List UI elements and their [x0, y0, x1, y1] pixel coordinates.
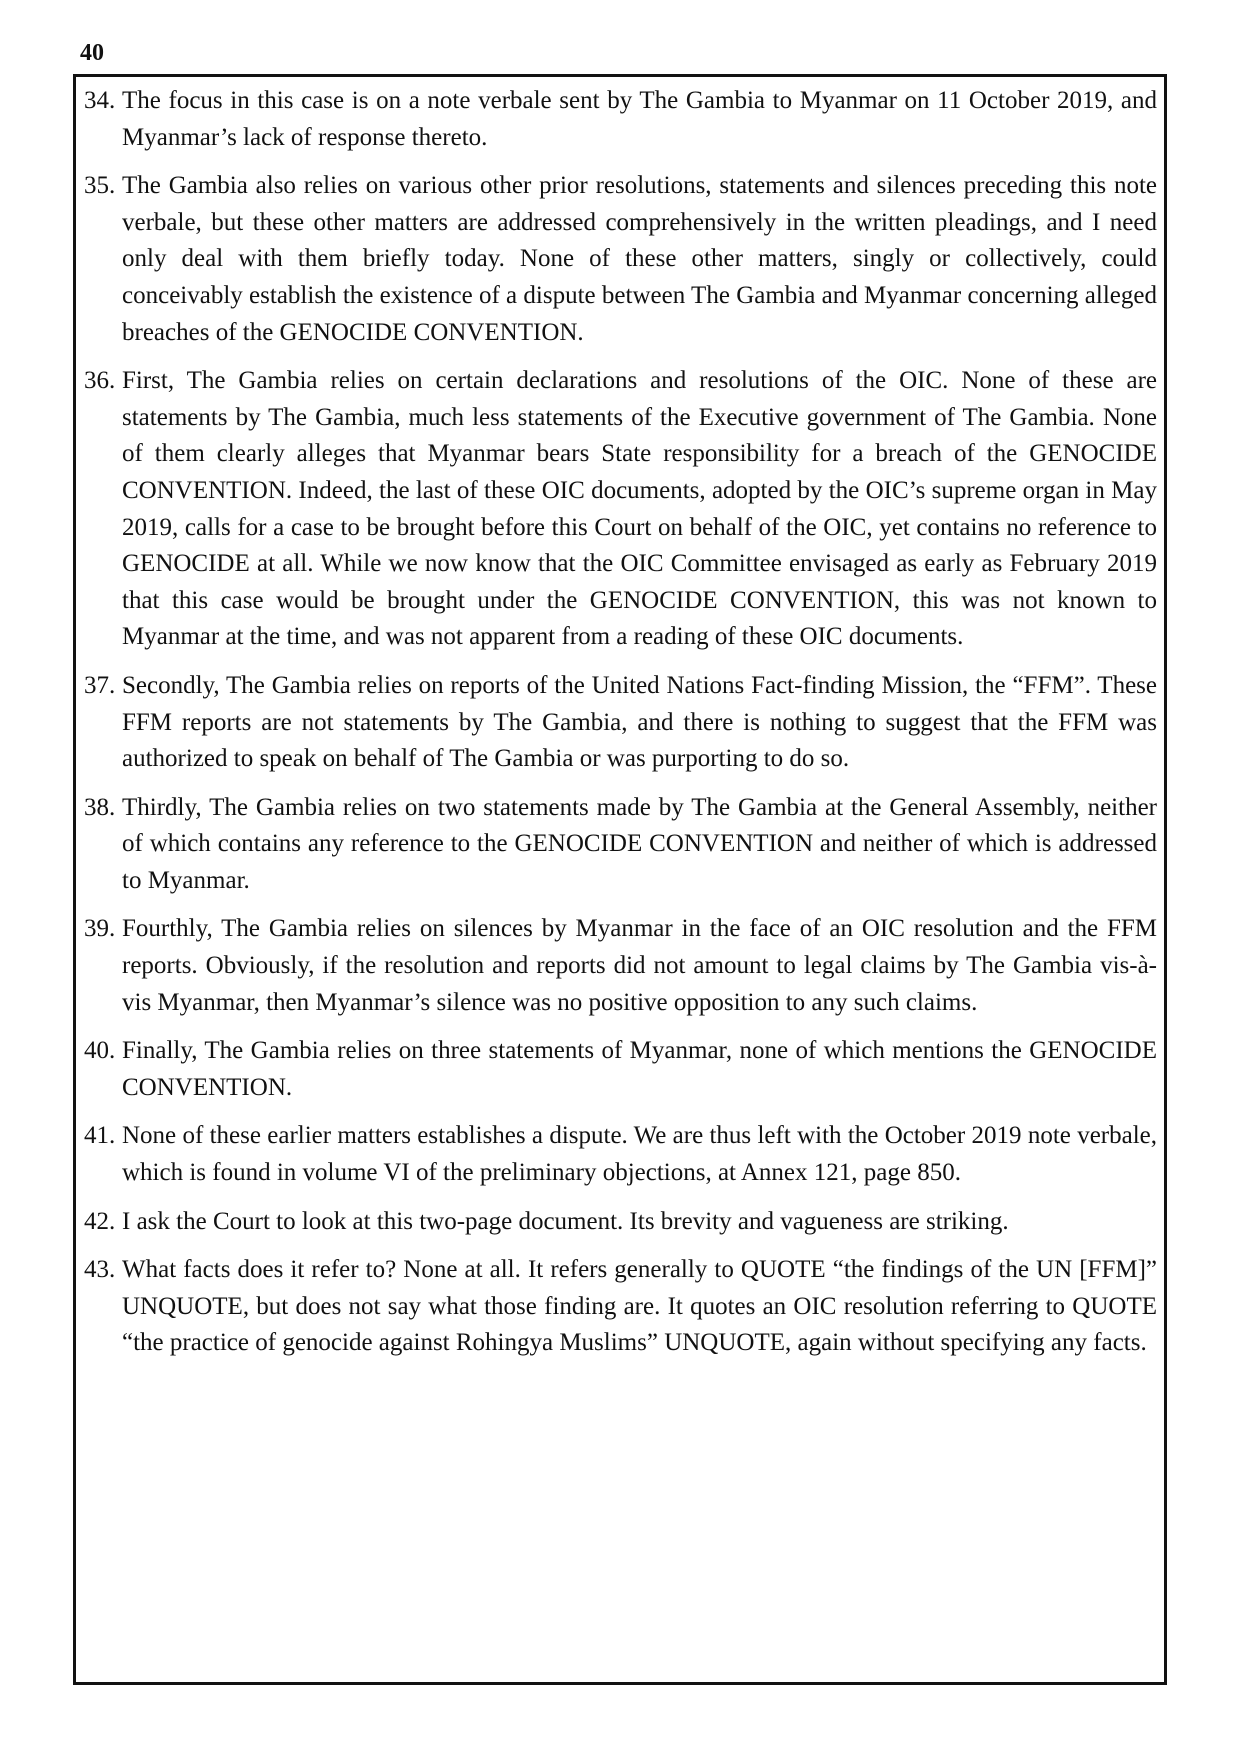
paragraph-number: 34. — [84, 87, 116, 114]
paragraph-38 — [84, 790, 1157, 900]
paragraph-text: Fourthly, The Gambia relies on silences by Myanmar in the face of an OIC resolution and the FFM reports. Obviously, if the resolution and reports did not amount to legal claims by The Gambia vis-à-vis Myanmar, then Myanmar’s silence was no positive opposition to any such claims. — [122, 915, 1157, 1016]
page-number: 40 — [80, 40, 104, 66]
paragraph-35 — [84, 168, 1157, 351]
paragraph-text: Thirdly, The Gambia relies on two statements made by The Gambia at the General Assembly, neither of which contains any reference to the GENOCIDE CONVENTION and neither of which is addressed to Myanmar. — [122, 793, 1157, 894]
paragraph-39 — [84, 911, 1157, 1021]
paragraph-number: 42. — [84, 1207, 116, 1235]
paragraph-text: First, The Gambia relies on certain declarations and resolutions of the OIC. None of these are statements by The Gambia, much less statements of the Executive government of The Gambia. None of them clearly alleges that Myanmar bears State responsibility for a breach of the GENOCIDE CONVENTION. Indeed, the last of these OIC documents, adopted by the OIC’s supreme organ in May 2019, calls for a case to be brought before this Court on behalf of the OIC, yet contains no reference to GENOCIDE at all. While we now know that the OIC Committee envisaged as early as February 2019 that this case would be brought under the GENOCIDE CONVENTION, this was not known to Myanmar at the time, and was not apparent from a reading of these OIC documents. — [122, 367, 1157, 651]
paragraph-42 — [84, 1204, 1157, 1241]
text-frame — [73, 74, 1167, 1685]
paragraph-number: 41. — [84, 1122, 116, 1150]
paragraph-text: Secondly, The Gambia relies on reports of the United Nations Fact-finding Mission, the “FFM”. These FFM reports are not statements by The Gambia, and there is nothing to suggest that the FFM was authorized to speak on behalf of The Gambia or was purporting to do so. — [122, 671, 1157, 773]
paragraph-40 — [84, 1033, 1157, 1106]
paragraph-number: 38. — [84, 793, 116, 821]
paragraph-41 — [84, 1118, 1157, 1191]
paragraph-text: The focus in this case is on a note verbale sent by The Gambia to Myanmar on 11 October 2019, and Myanmar’s lack of response thereto. — [122, 87, 1157, 151]
paragraph-text: What facts does it refer to? None at all. It refers generally to QUOTE “the findings of the UN [FFM]” UNQUOTE, but does not say what those finding are. It quotes an OIC resolution referring to QUOTE “the practice of genocide against Rohingya Muslims” UNQUOTE, again without specifying any facts. — [122, 1256, 1157, 1357]
paragraph-number: 39. — [84, 915, 116, 943]
paragraph-43 — [84, 1252, 1157, 1362]
paragraph-number: 40. — [84, 1037, 116, 1065]
paragraph-text: None of these earlier matters establishes a dispute. We are thus left with the October 2019 note verbale, which is found in volume VI of the preliminary objections, at Annex 121, page 850. — [122, 1122, 1157, 1187]
paragraph-text: I ask the Court to look at this two-page document. Its brevity and vagueness are striking. — [122, 1207, 1009, 1235]
paragraph-36 — [84, 363, 1157, 656]
paragraph-list — [84, 83, 1157, 1374]
paragraph-number: 36. — [84, 367, 116, 395]
paragraph-text: The Gambia also relies on various other prior resolutions, statements and silences preceding this note verbale, but these other matters are addressed comprehensively in the written pleadings, and I need only deal with them briefly today. None of these other matters, singly or collectively, could conceivably establish the existence of a dispute between The Gambia and Myanmar concerning alleged breaches of the GENOCIDE CONVENTION. — [122, 172, 1157, 346]
paragraph-number: 35. — [84, 172, 116, 200]
paragraph-text: Finally, The Gambia relies on three statements of Myanmar, none of which mentions the GENOCIDE CONVENTION. — [122, 1037, 1157, 1101]
paragraph-number: 43. — [84, 1256, 116, 1284]
paragraph-37 — [84, 668, 1157, 778]
paragraph-34 — [84, 83, 1157, 156]
paragraph-number: 37. — [84, 671, 116, 699]
